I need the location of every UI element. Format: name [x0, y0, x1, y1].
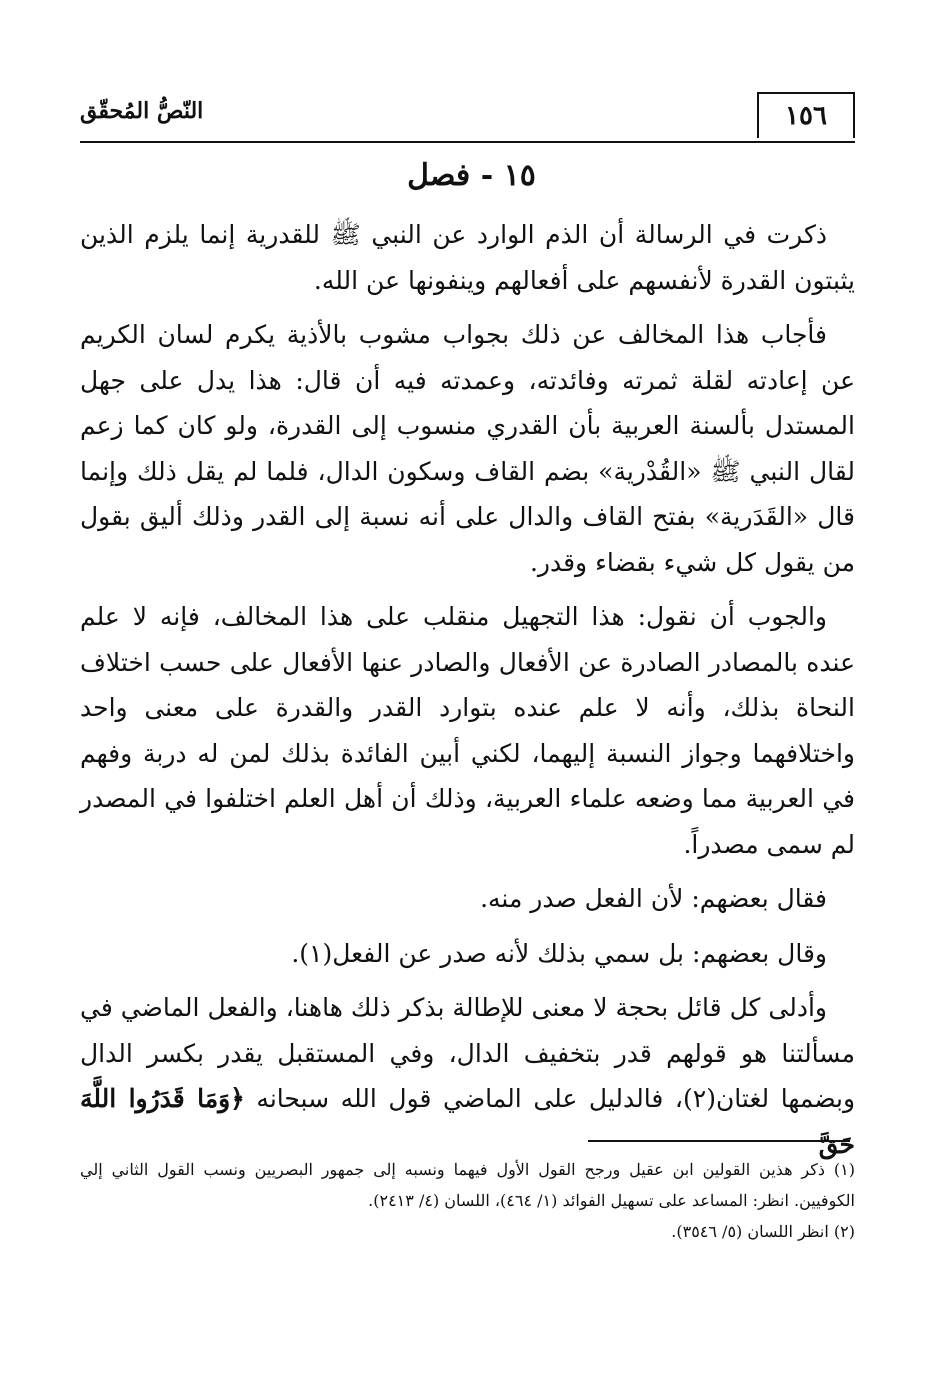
footnotes — [80, 1154, 855, 1247]
header-divider — [80, 141, 855, 143]
running-title: النّصُّ المُحقّق — [80, 98, 204, 124]
paragraph: فقال بعضهم: لأن الفعل صدر منه. — [480, 884, 827, 913]
chapter-title: ١٥ - فصل — [407, 158, 536, 193]
paragraph-text: وأدلى كل قائل بحجة لا معنى للإطالة بذكر ذلك هاهنا، والفعل الماضي في مسألتنا هو قولهم قدر بتخفيف الدال، وفي المستقبل يقدر بكسر الدال وبضمها لغتان(٢)، فالدليل على الماضي قول الله سبحانه — [80, 993, 856, 1113]
paragraph: فأجاب هذا المخالف عن ذلك بجواب مشوب بالأذية يكرم لسان الكريم عن إعادته لقلة ثمرته وفائدته، وعمدته فيه أن قال: هذا يدل على جهل المستدل بألسنة العربية بأن القدري منسوب إلى القدرة، ولو كان كما زعم لقال النبي ﷺ «القُدْرية» بضم القاف وسكون الدال، فلما لم يقل ذلك وإنما قال «القَدَرية» بفتح القاف والدال على أنه نسبة إلى القدر وذلك أليق بقول من يقول كل شيء بقضاء وقدر. — [80, 320, 855, 577]
footnote: (٢) انظر اللسان (٥/ ٣٥٤٦). — [671, 1222, 855, 1241]
main-text — [80, 212, 855, 1167]
quran-quote: ﴿وَمَا قَدَرُوا اللَّهَ حَقَّ — [80, 1084, 855, 1159]
footnote-divider — [588, 1140, 850, 1142]
paragraph: ذكرت في الرسالة أن الذم الوارد عن النبي ﷺ للقدرية إنما يلزم الذين يثبتون القدرة لأنفسهم على أفعالهم وينفونها عن الله. — [80, 220, 855, 295]
page-number: ١٥٦ — [757, 92, 855, 138]
paragraph: والجوب أن نقول: هذا التجهيل منقلب على هذا المخالف، فإنه لا علم عنده بالمصادر الصادرة عن الأفعال والصادر عنها الأفعال على حسب اختلاف النحاة بذلك، وأنه لا علم عنده بتوارد القدر والقدرة على معنى واحد واختلافهما وجواز النسبة إليهما، لكني أبين الفائدة بذلك لمن له دربة وفهم في العربية مما وضعه علماء العربية، وذلك أن أهل العلم اختلفوا في المصدر لم سمى مصدراً. — [80, 602, 855, 859]
paragraph: وقال بعضهم: بل سمي بذلك لأنه صدر عن الفعل(١). — [291, 938, 827, 968]
page-header — [80, 86, 855, 142]
footnote: (١) ذكر هذين القولين ابن عقيل ورجح القول الأول فيهما ونسبه إلى جمهور البصريين ونسب القول الثاني إلي الكوفيين. انظر: المساعد على تسهيل الفوائد (١/ ٤٦٤)، اللسان (٤/ ٢٤١٣). — [80, 1160, 855, 1210]
